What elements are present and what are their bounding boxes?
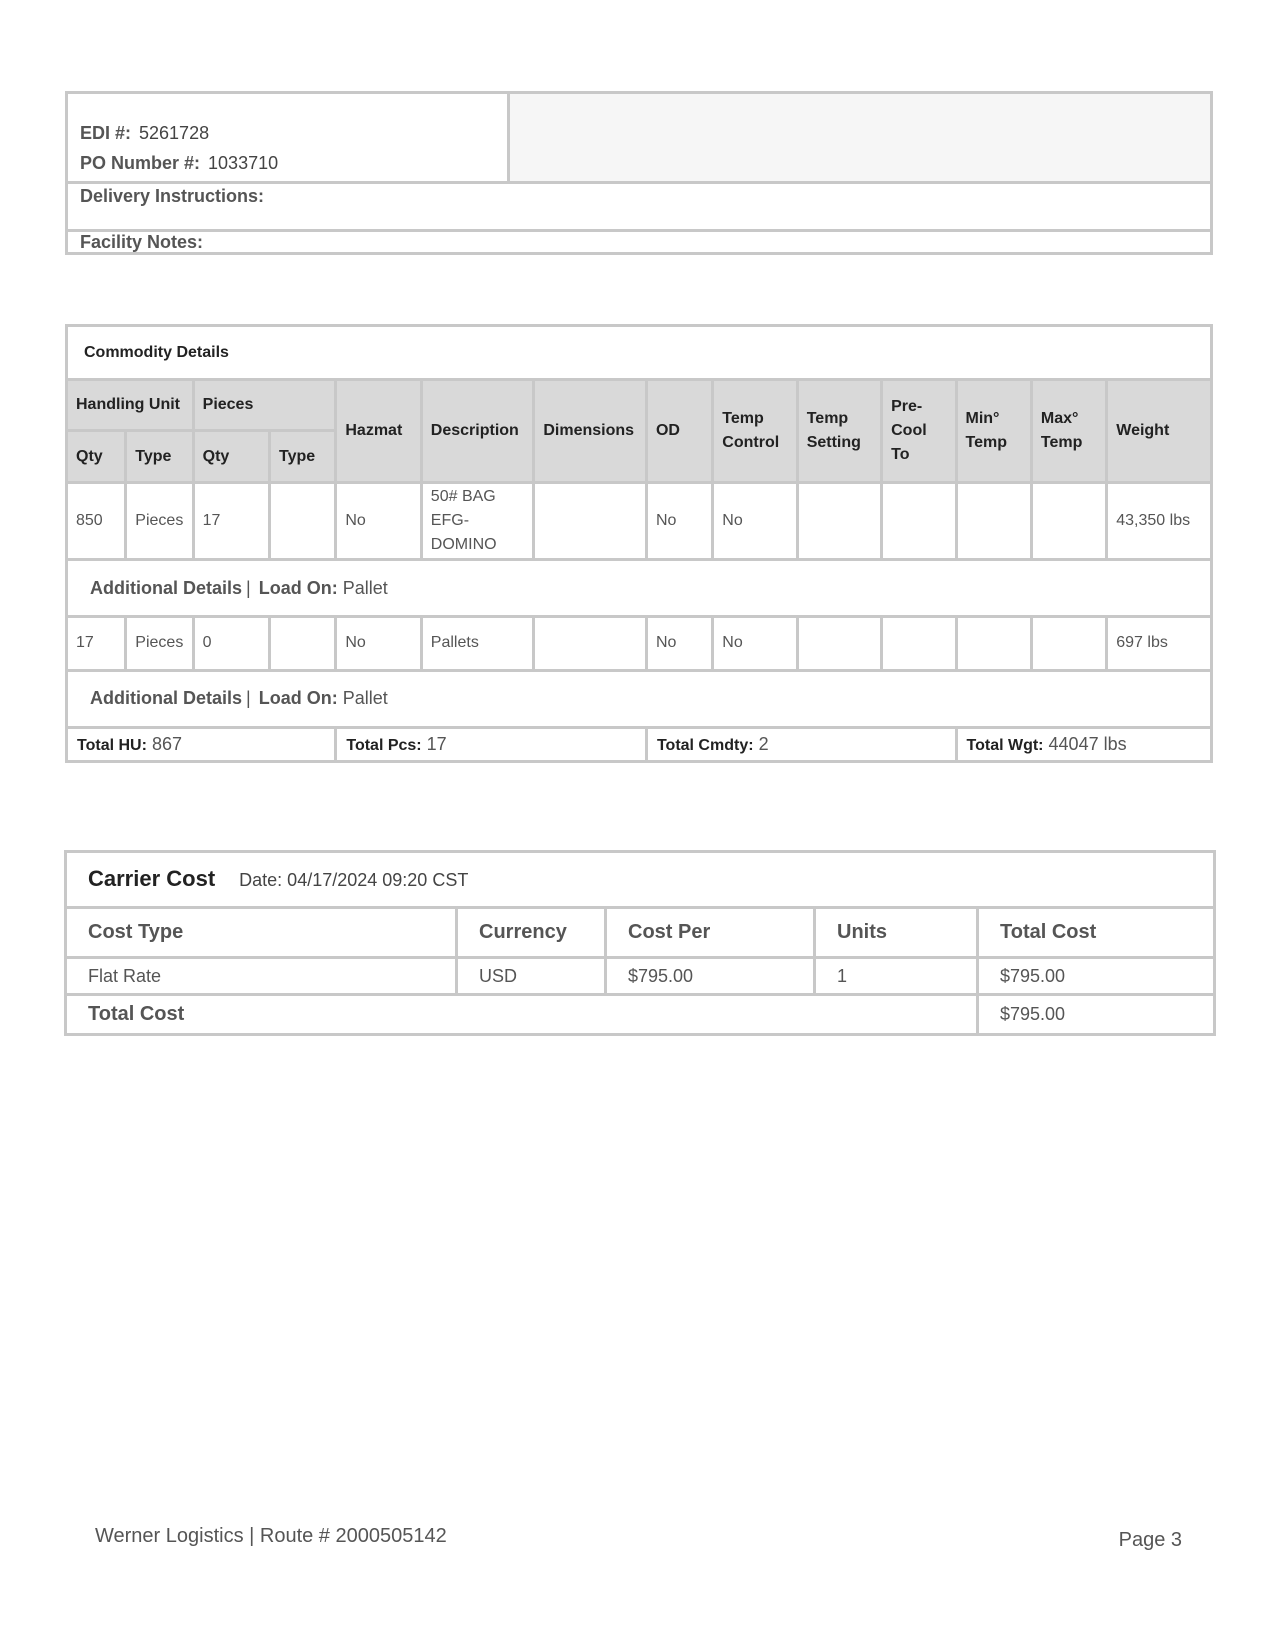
load-on-label: Load On: xyxy=(258,577,338,598)
pre-cool-header: Pre-Cool To xyxy=(882,380,956,482)
max-temp-header: Max° Temp xyxy=(1031,380,1106,482)
load-on-value: Pallet xyxy=(342,688,388,709)
min-temp-header: Min° Temp xyxy=(956,380,1031,482)
weight-cell: 43,350 lbs xyxy=(1107,482,1212,559)
hazmat-cell: No xyxy=(336,617,421,670)
cost-per-cell: $795.00 xyxy=(606,957,815,995)
min-temp-cell xyxy=(956,482,1031,559)
totals-row xyxy=(67,727,1212,761)
weight-cell: 697 lbs xyxy=(1107,617,1212,670)
page-number: Page 3 xyxy=(1118,1529,1182,1551)
edi-label: EDI #: xyxy=(80,123,132,143)
hu-type-cell: Pieces xyxy=(126,617,193,670)
pieces-header: Pieces xyxy=(193,380,336,431)
od-cell: No xyxy=(646,617,712,670)
currency-cell: USD xyxy=(457,957,606,995)
dimensions-cell xyxy=(534,482,647,559)
additional-details-row xyxy=(67,670,1212,727)
additional-details-cell xyxy=(67,670,1212,727)
carrier-cost-date: Date: 04/17/2024 09:20 CST xyxy=(239,870,469,891)
edi-value: 5261728 xyxy=(139,123,210,143)
total-hu-label: Total HU: xyxy=(77,736,147,754)
units-header: Units xyxy=(815,907,978,957)
separator: | xyxy=(246,688,251,709)
edi-line xyxy=(80,118,495,148)
temp-control-header: Temp Control xyxy=(713,380,797,482)
total-cmdty-label: Total Cmdty: xyxy=(656,736,754,754)
temp-control-cell: No xyxy=(713,482,797,559)
hu-type-cell: Pieces xyxy=(126,482,193,559)
pcs-qty-header: Qty xyxy=(193,431,269,482)
po-value: 1033710 xyxy=(208,153,279,173)
hu-qty-header: Qty xyxy=(67,431,126,482)
total-hu-cell xyxy=(67,727,336,761)
total-pcs-value: 17 xyxy=(426,733,447,754)
cost-per-header: Cost Per xyxy=(606,907,815,957)
po-line xyxy=(80,148,495,178)
po-label: PO Number #: xyxy=(80,153,201,173)
total-cost-header: Total Cost xyxy=(978,907,1215,957)
pcs-type-cell xyxy=(270,482,336,559)
hu-qty-cell: 850 xyxy=(67,482,126,559)
pcs-qty-cell: 0 xyxy=(193,617,269,670)
stop-info-box xyxy=(65,91,1213,255)
blank-info-cell xyxy=(509,93,1212,183)
additional-details-row xyxy=(67,560,1212,617)
handling-unit-header: Handling Unit xyxy=(67,380,194,431)
hazmat-header: Hazmat xyxy=(336,380,421,482)
description-header: Description xyxy=(421,380,534,482)
facility-notes: Facility Notes: xyxy=(67,230,1212,253)
total-cost-cell: $795.00 xyxy=(978,957,1215,995)
description-cell: Pallets xyxy=(421,617,534,670)
pre-cool-cell xyxy=(882,482,956,559)
temp-setting-header: Temp Setting xyxy=(797,380,881,482)
pcs-type-cell xyxy=(270,617,336,670)
max-temp-cell xyxy=(1031,617,1106,670)
total-wgt-label: Total Wgt: xyxy=(966,736,1044,754)
hazmat-cell: No xyxy=(336,482,421,559)
units-cell: 1 xyxy=(815,957,978,995)
grand-total-value: $795.00 xyxy=(978,995,1215,1035)
temp-setting-cell xyxy=(797,482,881,559)
dimensions-cell xyxy=(534,617,647,670)
hu-qty-cell: 17 xyxy=(67,617,126,670)
carrier-cost-table xyxy=(64,850,1216,1036)
pre-cool-cell xyxy=(882,617,956,670)
commodity-details-title: Commodity Details xyxy=(67,326,1212,380)
cost-type-header: Cost Type xyxy=(66,907,457,957)
additional-details-label: Additional Details xyxy=(90,688,243,709)
carrier-cost-title: Carrier Cost xyxy=(88,866,216,892)
currency-header: Currency xyxy=(457,907,606,957)
total-hu-value: 867 xyxy=(151,733,182,754)
temp-control-cell: No xyxy=(713,617,797,670)
pcs-qty-cell: 17 xyxy=(193,482,269,559)
separator: | xyxy=(246,577,251,598)
table-row xyxy=(67,617,1212,670)
pcs-type-header: Type xyxy=(270,431,336,482)
hu-type-header: Type xyxy=(126,431,193,482)
weight-header: Weight xyxy=(1107,380,1212,482)
od-cell: No xyxy=(646,482,712,559)
description-cell: 50# BAG EFG-DOMINO xyxy=(421,482,534,559)
dimensions-header: Dimensions xyxy=(534,380,647,482)
min-temp-cell xyxy=(956,617,1031,670)
reference-numbers-cell xyxy=(67,93,509,183)
max-temp-cell xyxy=(1031,482,1106,559)
od-header: OD xyxy=(646,380,712,482)
carrier-cost-title-cell xyxy=(66,852,1215,908)
table-row xyxy=(66,957,1215,995)
commodity-details-table xyxy=(65,324,1213,763)
additional-details-cell xyxy=(67,560,1212,617)
grand-total-label: Total Cost xyxy=(66,995,978,1035)
additional-details-label: Additional Details xyxy=(90,577,243,598)
total-cmdty-value: 2 xyxy=(758,733,769,754)
total-wgt-cell xyxy=(956,727,1212,761)
cost-type-cell: Flat Rate xyxy=(66,957,457,995)
total-wgt-value: 44047 lbs xyxy=(1048,733,1127,754)
table-row xyxy=(67,482,1212,559)
load-on-label: Load On: xyxy=(258,688,338,709)
total-pcs-label: Total Pcs: xyxy=(346,736,422,754)
total-cmdty-cell xyxy=(646,727,956,761)
footer-route: Werner Logistics | Route # 2000505142 xyxy=(95,1525,447,1547)
temp-setting-cell xyxy=(797,617,881,670)
delivery-instructions: Delivery Instructions: xyxy=(67,182,1212,230)
total-pcs-cell xyxy=(336,727,647,761)
load-on-value: Pallet xyxy=(342,577,388,598)
